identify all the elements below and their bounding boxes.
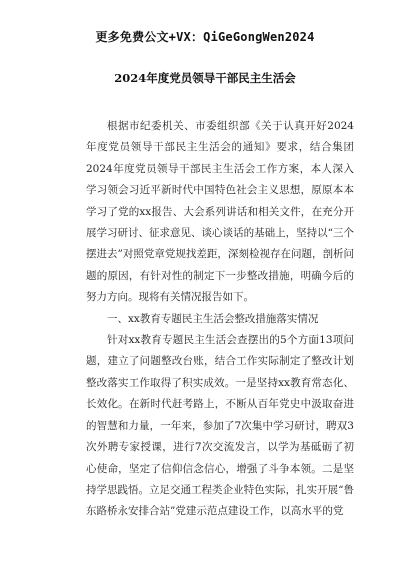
promo-banner-text: 更多免费公文+VX：QiGeGongWen2024 — [95, 30, 315, 44]
paragraph-intro: 根据市纪委机关、市委组织部《关于认真开好2024年度党员领导干部民主生活会的通知》要求，结合集团2024年度党员领导干部民主生活会工作方案，本人深入学习领会习近平新时代中国特色社会主义思想，原原本本学习了党的xx报告、大会系列讲话和相关文件，在充分开展学习研讨、征求意见、谈心谈话的基础上，坚持以“三个摆进去”对照党章党规找差距，深刻检视存在问题，剖析问题的原因，有针对性的制定下一步整改措施，明确今后的努力方向。现将有关情况报告如下。 — [86, 120, 354, 304]
section-heading-1: 一、xx教育专题民主生活会整改措施落实情况 — [107, 312, 319, 325]
document-body — [86, 116, 354, 523]
document-title: 2024年度党员领导干部民主生活会 — [114, 71, 296, 85]
paragraph-section-1: 针对xx教育专题民主生活会查摆出的5个方面13项问题，建立了问题整改台账，结合工作实际制定了整改计划整改落实工作取得了积实成效。一是坚持xx教育常态化、长效化。在新时代赶考路上，不断从百年党史中汲取奋进的智慧和力量，一年来，参加了7次集中学习研讨，聘双3次外聘专家授课，进行7次交流发言，以学为基砥砺了初心使命，坚定了信仰信念信心，增强了斗争本领。二是坚持学思践悟。立足交通工程类企业特色实际，扎实开展“鲁东路桥永安排合站”党建示范点建设工作，以高水平的党 — [86, 334, 354, 518]
